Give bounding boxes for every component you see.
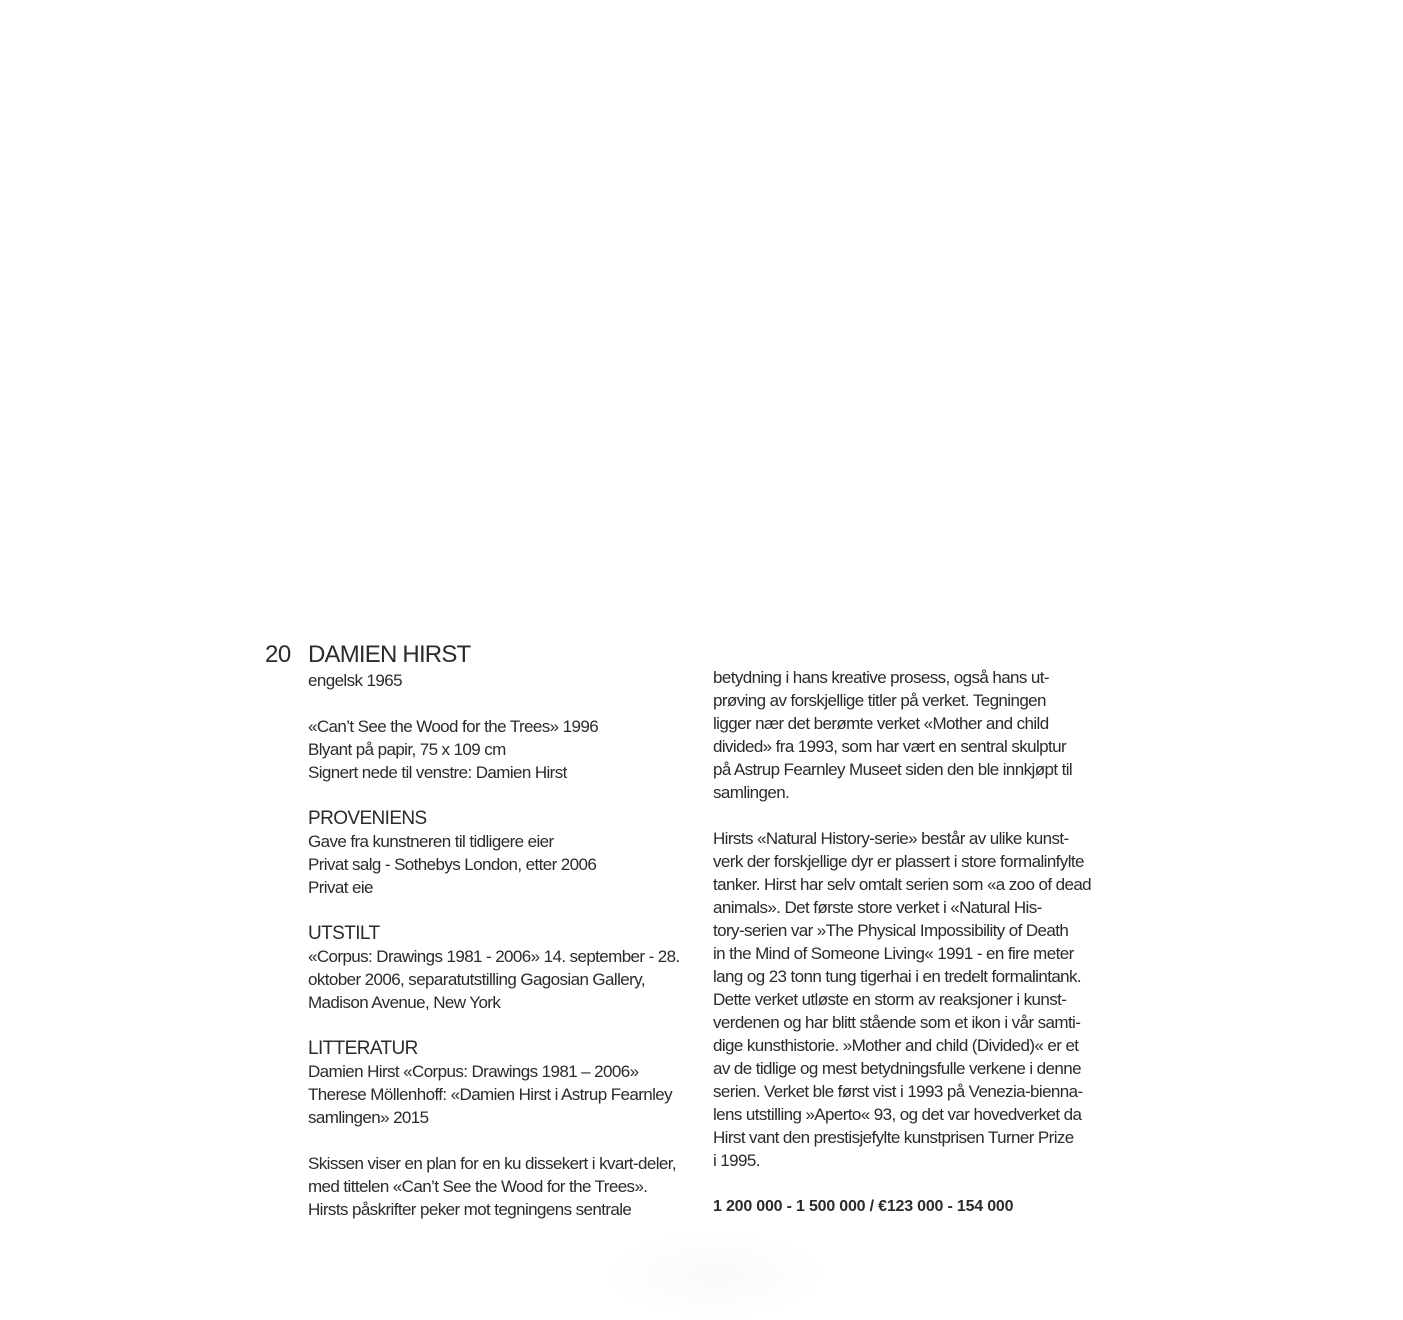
exhibited-line: «Corpus: Drawings 1981 - 2006» 14. september - 28. [308, 947, 680, 966]
lot-description-column [713, 666, 1113, 1218]
exhibited-heading: UTSTILT [308, 923, 380, 944]
provenance-line: Privat salg - Sothebys London, etter 2006 [308, 855, 597, 874]
page-shadow [600, 1230, 830, 1320]
description-line: i 1995. [713, 1151, 760, 1170]
exhibited-line: Madison Avenue, New York [308, 993, 501, 1012]
description-line: samlingen. [713, 783, 790, 802]
lot-details-column [308, 641, 703, 1221]
description-line: Hirsts påskrifter peker mot tegningens sentrale [308, 1200, 632, 1219]
exhibited-line: oktober 2006, separatutstilling Gagosian Gallery, [308, 970, 645, 989]
literature-line: Damien Hirst «Corpus: Drawings 1981 – 2006» [308, 1062, 639, 1081]
description-line: ligger nær det berømte verket «Mother and child [713, 714, 1049, 733]
artist-nationality: engelsk 1965 [308, 671, 402, 690]
description-line: verdenen og har blitt stående som et ikon i vår samti- [713, 1013, 1081, 1032]
description-line: serien. Verket ble først vist i 1993 på Venezia-bienna- [713, 1082, 1083, 1101]
description-line: dige kunsthistorie. »Mother and child (Divided)« er et [713, 1036, 1079, 1055]
description-line: med tittelen «Can’t See the Wood for the Trees». [308, 1177, 648, 1196]
work-medium: Blyant på papir, 75 x 109 cm [308, 740, 506, 759]
description-line: av de tidlige og mest betydningsfulle verkene i denne [713, 1059, 1081, 1078]
description-line: Dette verket utløste en storm av reaksjoner i kunst- [713, 990, 1067, 1009]
provenance-line: Gave fra kunstneren til tidligere eier [308, 832, 554, 851]
description-line: Hirsts «Natural History-serie» består av ulike kunst- [713, 829, 1069, 848]
literature-heading: LITTERATUR [308, 1038, 418, 1059]
work-signature: Signert nede til venstre: Damien Hirst [308, 763, 567, 782]
description-line: animals». Det første store verket i «Natural His- [713, 898, 1042, 917]
price-estimate: 1 200 000 - 1 500 000 / €123 000 - 154 000 [713, 1198, 1014, 1215]
description-line: betydning i hans kreative prosess, også hans ut- [713, 668, 1049, 687]
artist-name: DAMIEN HIRST [308, 641, 471, 668]
description-line: Hirst vant den prestisjefylte kunstprisen Turner Prize [713, 1128, 1074, 1147]
literature-line: samlingen» 2015 [308, 1108, 429, 1127]
provenance-heading: PROVENIENS [308, 808, 427, 829]
description-line: lang og 23 tonn tung tigerhai i en tredelt formalintank. [713, 967, 1082, 986]
description-line: divided» fra 1993, som har vært en sentral skulptur [713, 737, 1067, 756]
work-title: «Can’t See the Wood for the Trees» 1996 [308, 717, 599, 736]
description-line: lens utstilling »Aperto« 93, og det var hovedverket da [713, 1105, 1082, 1124]
description-line: verk der forskjellige dyr er plassert i store formalinfylte [713, 852, 1084, 871]
description-line: in the Mind of Someone Living« 1991 - en fire meter [713, 944, 1074, 963]
lot-number: 20 [265, 641, 291, 668]
literature-line: Therese Möllenhoff: «Damien Hirst i Astrup Fearnley [308, 1085, 673, 1104]
description-line: Skissen viser en plan for en ku dissekert i kvart-deler, [308, 1154, 676, 1173]
description-line: tanker. Hirst har selv omtalt serien som «a zoo of dead [713, 875, 1092, 894]
description-line: prøving av forskjellige titler på verket. Tegningen [713, 691, 1046, 710]
description-line: tory-serien var »The Physical Impossibility of Death [713, 921, 1069, 940]
provenance-line: Privat eie [308, 878, 373, 897]
description-line: på Astrup Fearnley Museet siden den ble innkjøpt til [713, 760, 1073, 779]
